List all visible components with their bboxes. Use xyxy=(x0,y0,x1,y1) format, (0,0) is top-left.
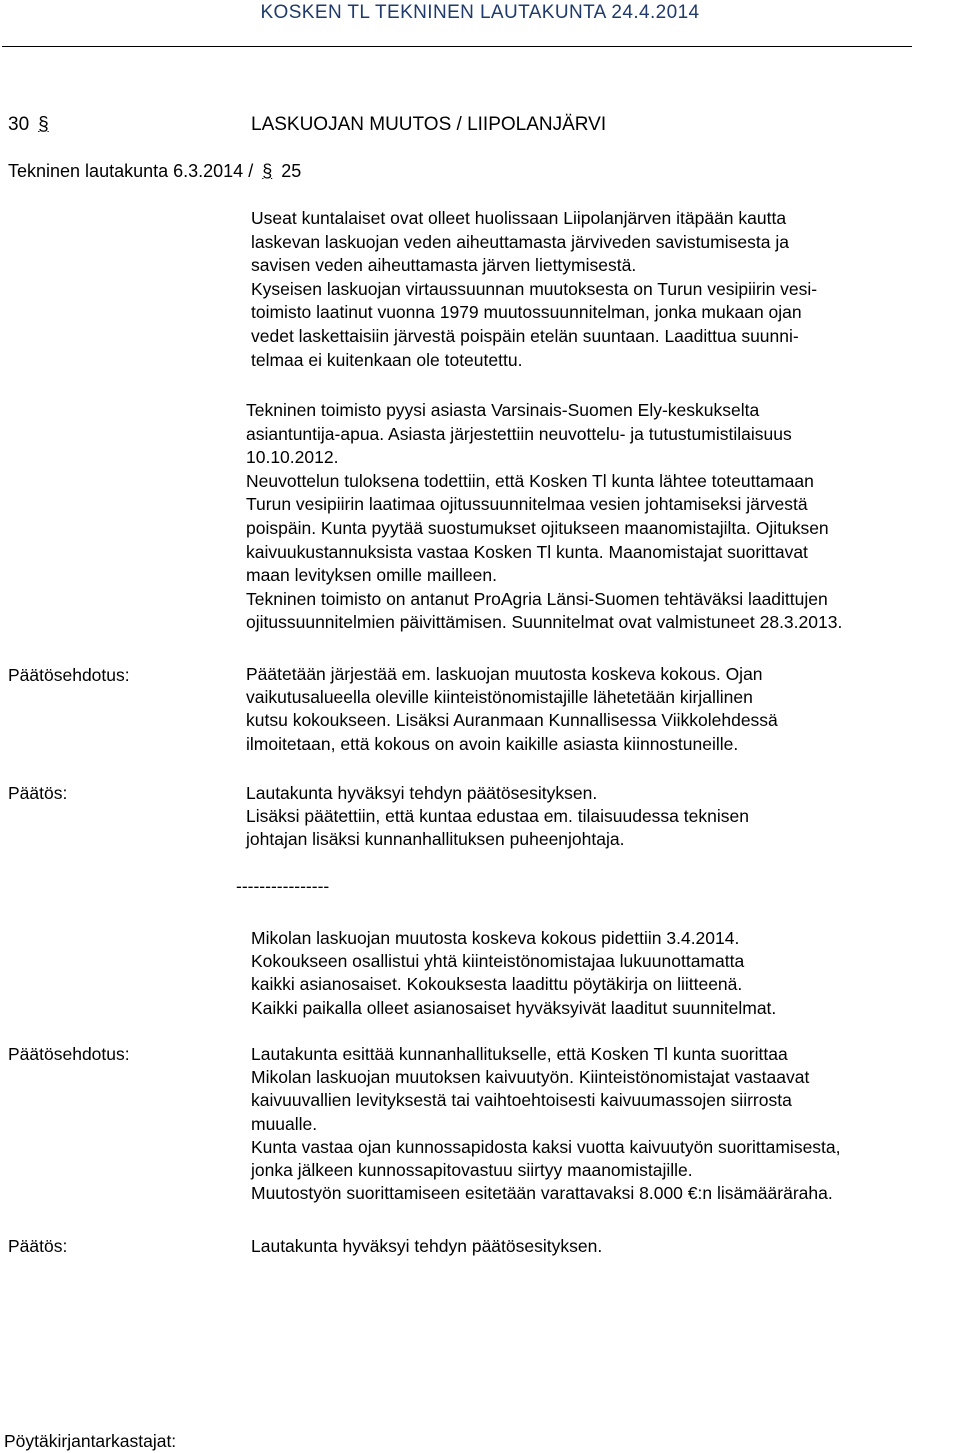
reference-text: Tekninen lautakunta 6.3.2014 / xyxy=(8,161,254,181)
proposal-text xyxy=(246,663,778,756)
meeting-paragraph xyxy=(251,927,776,1020)
text-line: Tekninen toimisto pyysi asiasta Varsinais-Suomen Ely-keskukselta xyxy=(246,400,760,420)
page-header-title: KOSKEN TL TEKNINEN LAUTAKUNTA 24.4.2014 xyxy=(260,2,700,23)
text-line: Muutostyön suorittamiseen esitetään varattavaksi 8.000 €:n lisämääräraha. xyxy=(251,1183,833,1204)
text-line: Useat kuntalaiset ovat olleet huolissaan Liipolanjärven itäpään kautta xyxy=(251,208,787,228)
text-line: kaivuuvallien levityksestä tai vaihtoehtoisesti kaivuumassojen siirrosta xyxy=(251,1090,792,1111)
text-line: ilmoitetaan, että kokous on avoin kaikille asiasta kiinnostuneille. xyxy=(246,733,739,754)
proposal-text xyxy=(251,1043,841,1205)
section-number-line xyxy=(8,114,52,136)
text-line: poispäin. Kunta pyytää suostumukset ojitukseen maanomistajilta. Ojituksen xyxy=(246,517,829,538)
text-line: kutsu kokoukseen. Lisäksi Auranmaan Kunnallisessa Viikkolehdessä xyxy=(246,710,778,731)
text-line: Lautakunta esittää kunnanhallitukselle, että Kosken Tl kunta suorittaa xyxy=(251,1044,788,1064)
text-line: Lisäksi päätettiin, että kuntaa edustaa em. tilaisuudessa teknisen xyxy=(246,806,749,827)
text-line: Kaikki paikalla olleet asianosaiset hyväksyivät laaditut suunnitelmat. xyxy=(251,997,777,1018)
reference-number: 25 xyxy=(281,161,302,181)
text-line: Mikolan laskuojan muutoksen kaivuutyön. Kiinteistönomistajat vastaavat xyxy=(251,1067,810,1088)
section-number: 30 xyxy=(8,114,30,135)
section-title: LASKUOJAN MUUTOS / LIIPOLANJÄRVI xyxy=(251,114,607,135)
section-sign: § xyxy=(38,114,49,135)
proposal-label: Päätösehdotus: xyxy=(8,665,130,685)
footer-reviewers-label: Pöytäkirjantarkastajat: xyxy=(4,1431,177,1451)
section-separator: ---------------- xyxy=(236,876,330,896)
decision-label: Päätös: xyxy=(8,1236,68,1256)
text-line: laskevan laskuojan veden aiheuttamasta järviveden savistumisesta ja xyxy=(251,231,789,252)
proposal-label: Päätösehdotus: xyxy=(8,1044,130,1064)
text-line: jonka jälkeen kunnossapitovastuu siirtyy maanomistajille. xyxy=(251,1160,693,1181)
text-line: vedet laskettaisiin järvestä poispäin etelän suuntaan. Laadittua suunni- xyxy=(251,325,799,346)
reference-sign: § xyxy=(262,161,273,181)
text-line: ojitussuunnitelmien päivittämisen. Suunnitelmat ovat valmistuneet 28.3.2013. xyxy=(246,612,843,633)
header-divider xyxy=(2,46,912,47)
background-paragraph xyxy=(246,399,842,635)
text-line: toimisto laatinut vuonna 1979 muutossuunnitelman, jonka mukaan ojan xyxy=(251,302,802,323)
text-line: kaikki asianosaiset. Kokouksesta laadittu pöytäkirja on liitteenä. xyxy=(251,974,743,995)
decision-text xyxy=(246,782,749,852)
text-line: maan levityksen omille mailleen. xyxy=(246,565,497,586)
text-line: vaikutusalueella oleville kiinteistönomistajille lähetetään kirjallinen xyxy=(246,687,753,708)
text-line: Lautakunta hyväksyi tehdyn päätösesityksen. xyxy=(246,783,598,803)
decision-text xyxy=(251,1235,602,1258)
decision-label: Päätös: xyxy=(8,783,68,803)
text-line: savisen veden aiheuttamasta järven liettymisestä. xyxy=(251,255,637,276)
text-line: kaivuukustannuksista vastaa Kosken Tl kunta. Maanomistajat suorittavat xyxy=(246,541,808,562)
text-line: Mikolan laskuojan muutosta koskeva kokous pidettiin 3.4.2014. xyxy=(251,928,740,948)
text-line: johtajan lisäksi kunnanhallituksen puheenjohtaja. xyxy=(246,829,625,850)
text-line: Kunta vastaa ojan kunnossapidosta kaksi vuotta kaivuutyön suorittamisesta, xyxy=(251,1136,841,1157)
text-line: muualle. xyxy=(251,1113,318,1134)
text-line: telmaa ei kuitenkaan ole toteutettu. xyxy=(251,349,523,370)
text-line: Kokoukseen osallistui yhtä kiinteistönomistajaa lukuunottamatta xyxy=(251,951,745,972)
text-line: Päätetään järjestää em. laskuojan muutosta koskeva kokous. Ojan xyxy=(246,664,763,684)
text-line: 10.10.2012. xyxy=(246,447,339,468)
text-line: Neuvottelun tuloksena todettiin, että Kosken Tl kunta lähtee toteuttamaan xyxy=(246,470,814,491)
text-line: Lautakunta hyväksyi tehdyn päätösesityksen. xyxy=(251,1236,603,1256)
text-line: Tekninen toimisto on antanut ProAgria Länsi-Suomen tehtäväksi laadittujen xyxy=(246,588,828,609)
text-line: Turun vesipiirin laatimaa ojitussuunnitelmaa vesien johtamiseksi järvestä xyxy=(246,494,808,515)
text-line: asiantuntija-apua. Asiasta järjestettiin neuvottelu- ja tutustumistilaisuus xyxy=(246,423,792,444)
text-line: Kyseisen laskuojan virtaussuunnan muutoksesta on Turun vesipiirin vesi- xyxy=(251,278,818,299)
intro-paragraph xyxy=(251,207,817,372)
previous-reference xyxy=(8,161,301,182)
